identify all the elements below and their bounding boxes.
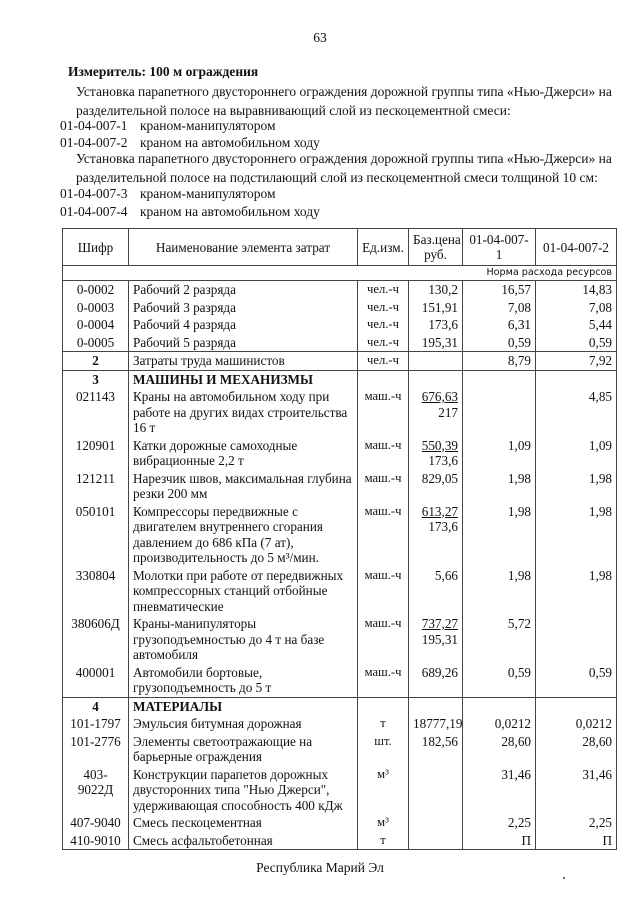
table-row xyxy=(63,733,617,766)
cell-price xyxy=(409,370,463,388)
norm-code: 01-04-007-3 xyxy=(60,186,128,201)
price-value: 689,26 xyxy=(421,664,458,680)
cell-price xyxy=(409,664,463,698)
table-row xyxy=(63,281,617,299)
cell-code: 101-1797 xyxy=(63,715,129,733)
cell-name: Автомобили бортовые, грузоподъемность до 5 т xyxy=(129,664,358,698)
cell-norm-2: 1,98 xyxy=(536,470,617,503)
cell-norm-2: 31,46 xyxy=(536,766,617,815)
table-row xyxy=(63,388,617,437)
cell-norm-1 xyxy=(463,370,536,388)
norm-code-line xyxy=(60,186,276,202)
cell-norm-2: 0,0212 xyxy=(536,715,617,733)
cell-code: 380606Д xyxy=(63,615,129,664)
cell-price xyxy=(409,352,463,371)
norm-code-desc: краном-манипулятором xyxy=(140,186,276,201)
cell-price xyxy=(409,697,463,715)
price-salary-value: 217 xyxy=(438,404,458,420)
cell-name: Смесь пескоцементная xyxy=(129,814,358,832)
cell-name: Затраты труда машинистов xyxy=(129,352,358,371)
cell-code: 410-9010 xyxy=(63,832,129,850)
cell-norm-2: 5,44 xyxy=(536,316,617,334)
cell-name: Рабочий 3 разряда xyxy=(129,299,358,317)
cell-name: Нарезчик швов, максимальная глубина резки 200 мм xyxy=(129,470,358,503)
table-row xyxy=(63,370,617,388)
cell-norm-2: 0,59 xyxy=(536,334,617,352)
cell-code: 0-0004 xyxy=(63,316,129,334)
norm-code-desc: краном-манипулятором xyxy=(140,118,276,133)
norm-code: 01-04-007-1 xyxy=(60,118,128,133)
cell-code: 021143 xyxy=(63,388,129,437)
norm-code-line xyxy=(60,118,276,134)
cell-unit: маш.-ч xyxy=(358,664,409,698)
cell-price xyxy=(409,814,463,832)
cell-norm-2 xyxy=(536,697,617,715)
table-row xyxy=(63,334,617,352)
cell-name: МАШИНЫ И МЕХАНИЗМЫ xyxy=(129,370,358,388)
table-row xyxy=(63,470,617,503)
table-row xyxy=(63,437,617,470)
cell-norm-2: 4,85 xyxy=(536,388,617,437)
table-body xyxy=(63,281,617,850)
cell-code: 0-0002 xyxy=(63,281,129,299)
cell-name: Катки дорожные самоходные вибрационные 2,2 т xyxy=(129,437,358,470)
cell-unit: т xyxy=(358,715,409,733)
cell-price xyxy=(409,299,463,317)
cell-code: 0-0005 xyxy=(63,334,129,352)
cell-code: 2 xyxy=(63,352,129,371)
cell-norm-1: 0,59 xyxy=(463,664,536,698)
cell-norm-2: 1,98 xyxy=(536,503,617,567)
cell-name: Рабочий 4 разряда xyxy=(129,316,358,334)
cell-code: 0-0003 xyxy=(63,299,129,317)
price-value: 829,05 xyxy=(421,470,458,486)
cell-unit: чел.-ч xyxy=(358,352,409,371)
cell-unit: м³ xyxy=(358,814,409,832)
header-norm-2: 01-04-007-2 xyxy=(536,229,617,266)
price-value: 613,27 xyxy=(421,503,458,519)
cell-unit: м³ xyxy=(358,766,409,815)
cell-name: Смесь асфальтобетонная xyxy=(129,832,358,850)
cell-name: Конструкции парапетов дорожных двусторонних типа "Нью Джерси", удерживающая способность 400 кДж xyxy=(129,766,358,815)
cell-price xyxy=(409,316,463,334)
cell-norm-1: 1,09 xyxy=(463,437,536,470)
cell-price xyxy=(409,281,463,299)
norm-code-line xyxy=(60,204,320,220)
cell-unit: чел.-ч xyxy=(358,299,409,317)
cell-code: 330804 xyxy=(63,567,129,616)
cell-norm-1: П xyxy=(463,832,536,850)
description-paragraph-1: Установка парапетного двустороннего ограждения дорожной группы типа «Нью-Джерси» на разделительной полосе на выравнивающий слой из пескоцементной смеси: xyxy=(76,84,612,118)
cell-norm-2: 7,08 xyxy=(536,299,617,317)
price-value: 173,6 xyxy=(428,317,458,332)
table-row xyxy=(63,352,617,371)
table-row xyxy=(63,697,617,715)
price-value: 737,27 xyxy=(421,616,458,631)
cell-code: 400001 xyxy=(63,664,129,698)
norm-code: 01-04-007-2 xyxy=(60,135,128,150)
table-row xyxy=(63,503,617,567)
cell-code: 4 xyxy=(63,697,129,715)
cell-code: 120901 xyxy=(63,437,129,470)
cell-code: 121211 xyxy=(63,470,129,503)
page-footer: Республика Марий Эл xyxy=(256,860,384,875)
price-salary-value: 173,6 xyxy=(428,453,458,468)
price-value: 18777,19 xyxy=(413,716,463,731)
cell-name: Эмульсия битумная дорожная xyxy=(129,715,358,733)
cell-norm-1: 31,46 xyxy=(463,766,536,815)
cell-norm-1: 1,98 xyxy=(463,503,536,567)
cell-norm-1: 0,59 xyxy=(463,334,536,352)
cell-norm-2: 1,98 xyxy=(536,567,617,616)
cell-price xyxy=(409,567,463,616)
cell-unit: маш.-ч xyxy=(358,470,409,503)
cell-unit: маш.-ч xyxy=(358,615,409,664)
cell-norm-1 xyxy=(463,388,536,437)
cell-code: 050101 xyxy=(63,503,129,567)
cell-norm-2: 7,92 xyxy=(536,352,617,371)
price-value: 676,63 xyxy=(421,389,458,404)
scan-speck xyxy=(563,877,565,879)
cell-unit: маш.-ч xyxy=(358,388,409,437)
cell-norm-2: 1,09 xyxy=(536,437,617,470)
table-row xyxy=(63,766,617,815)
cell-norm-2: 14,83 xyxy=(536,281,617,299)
cell-name: МАТЕРИАЛЫ xyxy=(129,697,358,715)
cell-code: 3 xyxy=(63,370,129,388)
description-paragraph-2: Установка парапетного двустороннего ограждения дорожной группы типа «Нью-Джерси» на разделительной полосе на подстилающий слой из пескоцементной смеси толщиной 10 см: xyxy=(76,151,612,185)
cell-name: Компрессоры передвижные с двигателем внутреннего сгорания давлением до 686 кПа (7 ат), производительность до 5 м³/мин. xyxy=(129,503,358,567)
header-norm-1: 01-04-007-1 xyxy=(463,229,536,266)
price-value: 151,91 xyxy=(421,299,458,315)
cell-norm-1: 2,25 xyxy=(463,814,536,832)
cell-price xyxy=(409,334,463,352)
table-row xyxy=(63,316,617,334)
table-row xyxy=(63,832,617,850)
cell-unit: чел.-ч xyxy=(358,281,409,299)
price-salary-value: 195,31 xyxy=(421,631,458,647)
price-value: 182,56 xyxy=(421,733,458,749)
cell-price xyxy=(409,388,463,437)
cell-price xyxy=(409,615,463,664)
cell-norm-2: П xyxy=(536,832,617,850)
cell-name: Молотки при работе от передвижных компрессорных станций отбойные пневматические xyxy=(129,567,358,616)
cell-price xyxy=(409,437,463,470)
norm-label: Норма расхода ресурсов xyxy=(63,266,617,281)
price-value: 550,39 xyxy=(421,437,458,453)
cell-norm-1: 28,60 xyxy=(463,733,536,766)
cell-norm-1: 16,57 xyxy=(463,281,536,299)
header-code: Шифр xyxy=(63,229,129,266)
cell-norm-1: 1,98 xyxy=(463,567,536,616)
cell-price xyxy=(409,733,463,766)
header-name: Наименование элемента затрат xyxy=(129,229,358,266)
cell-norm-1: 5,72 xyxy=(463,615,536,664)
cell-norm-2 xyxy=(536,615,617,664)
cell-unit xyxy=(358,370,409,388)
cell-unit: чел.-ч xyxy=(358,334,409,352)
cell-norm-1: 7,08 xyxy=(463,299,536,317)
cell-unit: маш.-ч xyxy=(358,437,409,470)
cell-code: 407-9040 xyxy=(63,814,129,832)
cell-code: 403-9022Д xyxy=(63,766,129,815)
cell-name: Рабочий 5 разряда xyxy=(129,334,358,352)
cell-unit: чел.-ч xyxy=(358,316,409,334)
cell-price xyxy=(409,470,463,503)
cell-norm-1: 6,31 xyxy=(463,316,536,334)
cell-norm-1: 1,98 xyxy=(463,470,536,503)
cell-code: 101-2776 xyxy=(63,733,129,766)
cell-unit: маш.-ч xyxy=(358,503,409,567)
norm-label-row xyxy=(63,266,617,281)
table-row xyxy=(63,664,617,698)
header-price: Баз.цена руб. xyxy=(409,229,463,266)
table-row xyxy=(63,715,617,733)
cell-price xyxy=(409,832,463,850)
cell-norm-2: 28,60 xyxy=(536,733,617,766)
cell-unit: т xyxy=(358,832,409,850)
table-header-row xyxy=(63,229,617,266)
price-value: 130,2 xyxy=(428,282,458,297)
cell-name: Краны на автомобильном ходу при работе на других видах строительства 16 т xyxy=(129,388,358,437)
cell-unit: шт. xyxy=(358,733,409,766)
table-row xyxy=(63,615,617,664)
cell-price xyxy=(409,715,463,733)
cell-unit xyxy=(358,697,409,715)
table-row xyxy=(63,299,617,317)
cell-norm-2 xyxy=(536,370,617,388)
cell-name: Рабочий 2 разряда xyxy=(129,281,358,299)
cell-unit: маш.-ч xyxy=(358,567,409,616)
table-row xyxy=(63,814,617,832)
cell-norm-1: 8,79 xyxy=(463,352,536,371)
cell-norm-1: 0,0212 xyxy=(463,715,536,733)
norm-code-line xyxy=(60,135,320,151)
norm-code-desc: краном на автомобильном ходу xyxy=(140,204,320,219)
norm-code: 01-04-007-4 xyxy=(60,204,128,219)
table-row xyxy=(63,567,617,616)
cell-name: Элементы светоотражающие на барьерные ограждения xyxy=(129,733,358,766)
cell-price xyxy=(409,766,463,815)
price-salary-value: 173,6 xyxy=(428,519,458,534)
cell-name: Краны-манипуляторы грузоподъемностью до 4 т на базе автомобиля xyxy=(129,615,358,664)
page-number: 63 xyxy=(313,30,327,45)
cell-norm-1 xyxy=(463,697,536,715)
price-value: 5,66 xyxy=(434,567,458,583)
price-value: 195,31 xyxy=(421,334,458,350)
resource-table xyxy=(62,228,617,850)
cell-norm-2: 0,59 xyxy=(536,664,617,698)
norm-code-desc: краном на автомобильном ходу xyxy=(140,135,320,150)
cell-price xyxy=(409,503,463,567)
measure-heading: Измеритель: 100 м ограждения xyxy=(68,64,259,79)
cell-norm-2: 2,25 xyxy=(536,814,617,832)
header-unit: Ед.изм. xyxy=(358,229,409,266)
